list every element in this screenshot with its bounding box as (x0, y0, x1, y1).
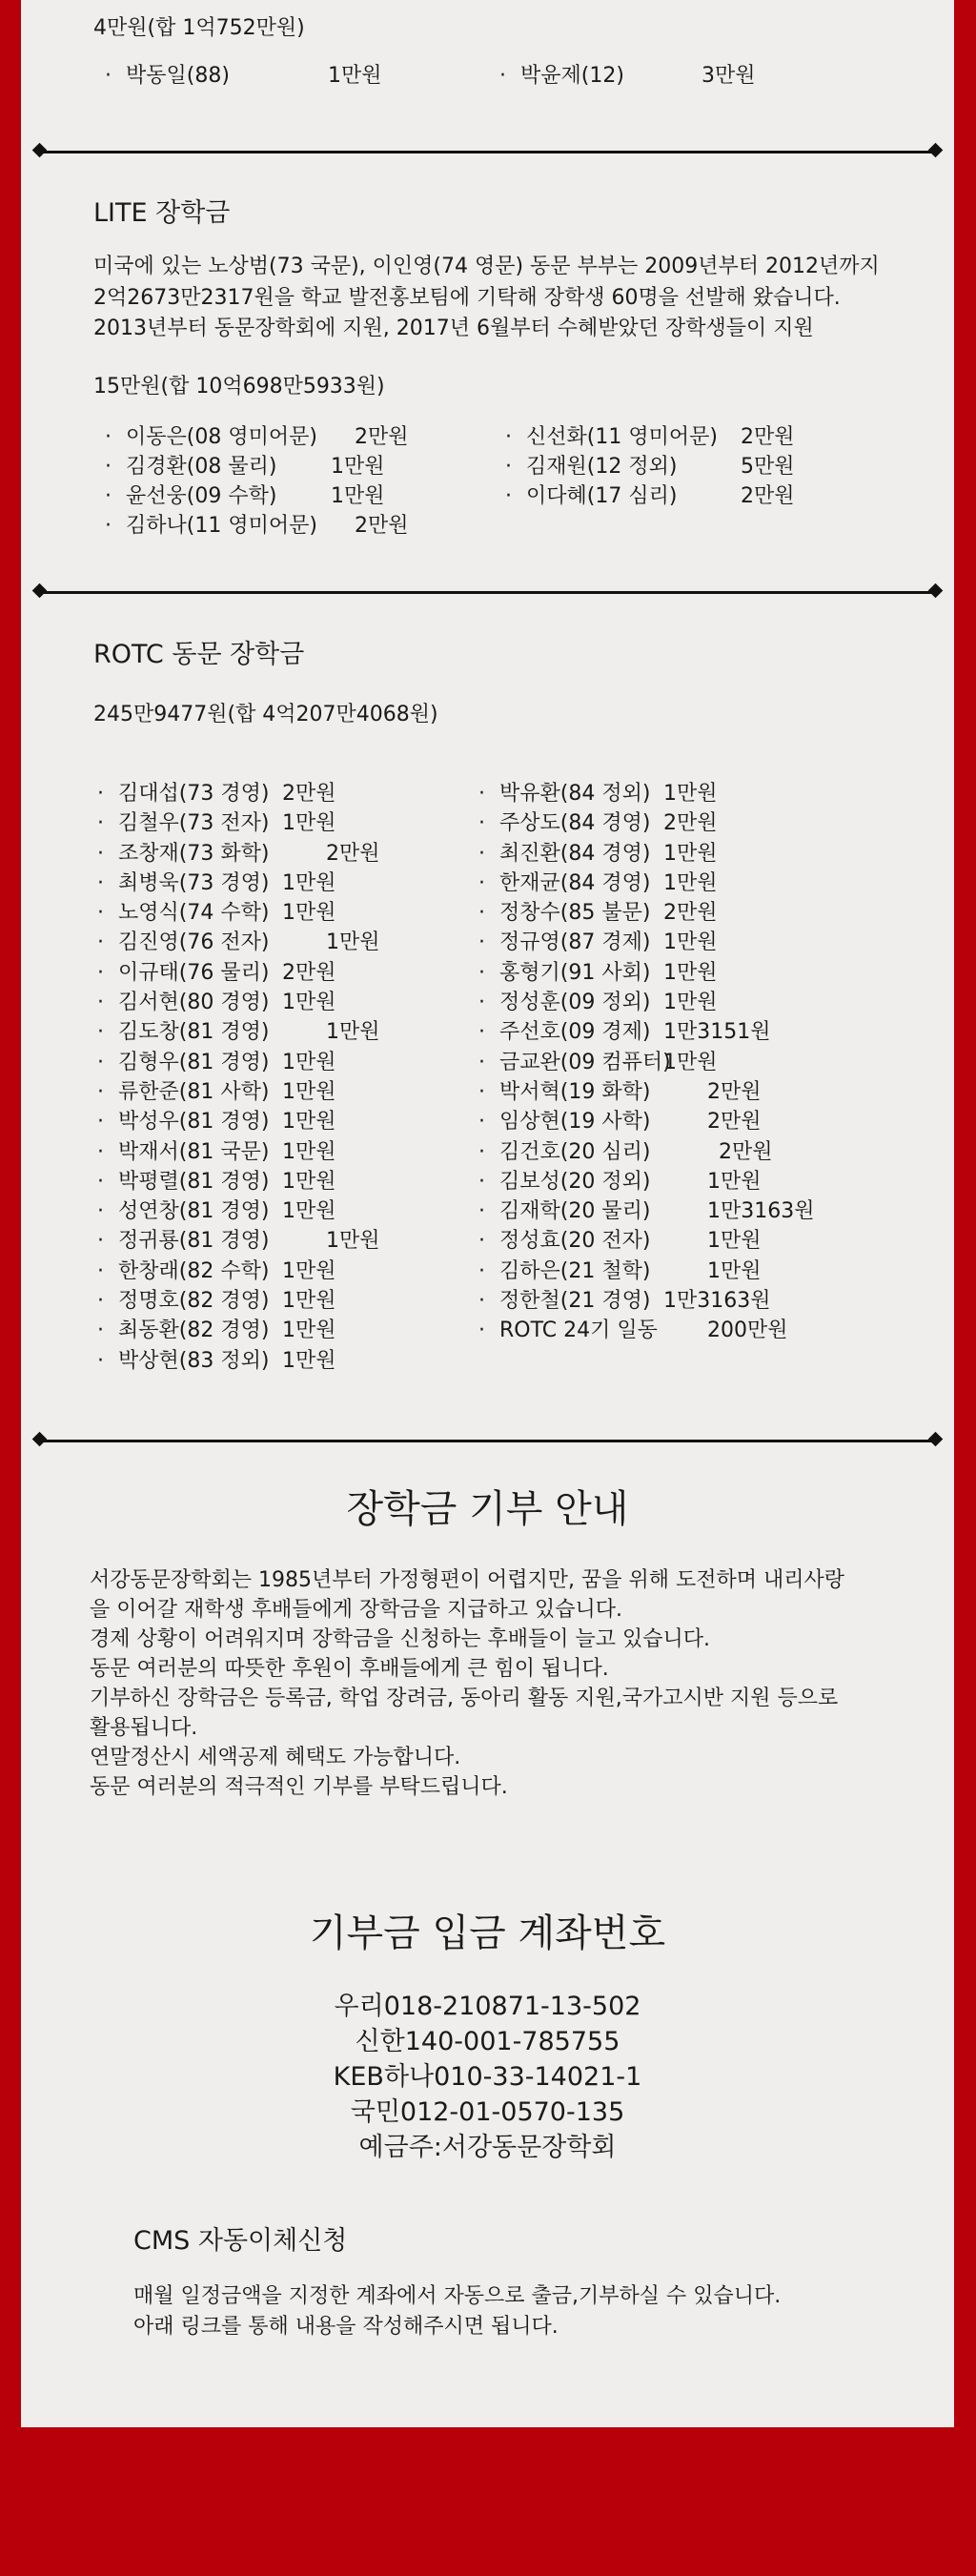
list-item: · 한재균(84 경영) 1만원 (478, 870, 718, 895)
guide-paragraph (90, 1565, 844, 1802)
list-item: · 신선화(11 영미어문) 2만원 (505, 425, 795, 449)
list-item: · 성연창(81 경영) 1만원 (97, 1199, 336, 1224)
list-item: · 정명호(82 경영) 1만원 (97, 1289, 336, 1314)
account-title: 기부금 입금 계좌번호 (309, 1912, 666, 1955)
content-panel (21, 0, 954, 2427)
list-item: · 김하나(11 영미어문) 2만원 (105, 514, 409, 538)
list-item: · 정귀룡(81 경영) 1만원 (97, 1229, 380, 1254)
cms-line: 매월 일정금액을 지정한 계좌에서 자동으로 출금,기부하실 수 있습니다. (133, 2284, 782, 2308)
list-item: · 박성우(81 경영) 1만원 (97, 1110, 336, 1135)
rotc-summary: 245만9477원(합 4억207만4068원) (93, 703, 438, 726)
account-holder: 예금주:서강동문장학회 (358, 2133, 617, 2162)
cms-line: 아래 링크를 통해 내용을 작성해주시면 됩니다. (133, 2315, 559, 2339)
list-item: · 김서현(80 경영) 1만원 (97, 991, 336, 1015)
account-line: KEB하나010-33-14021-1 (333, 2062, 642, 2092)
top-summary: 4만원(합 1억752만원) (93, 16, 305, 40)
rotc-right-list (478, 781, 815, 1348)
list-item: · 김보성(20 정외) 1만원 (478, 1169, 762, 1194)
list-item: · 김하은(21 철학) 1만원 (478, 1258, 762, 1283)
list-item: · 정성훈(09 정외) 1만원 (478, 991, 718, 1015)
guide-line: 기부하신 장학금은 등록금, 학업 장려금, 동아리 활동 지원,국가고시반 지원 등으로 (90, 1687, 839, 1710)
list-item: · 김건호(20 심리) 2만원 (478, 1139, 773, 1164)
list-item: · 한창래(82 수학) 1만원 (97, 1258, 336, 1283)
list-item: · 조창재(73 화학) 2만원 (97, 841, 380, 866)
section-divider (40, 1440, 935, 1442)
section-title-lite: LITE 장학금 (93, 198, 231, 228)
list-item: · 노영식(74 수학) 1만원 (97, 901, 336, 926)
list-item: · 김진영(76 전자) 1만원 (97, 930, 380, 955)
account-line: 우리018-210871-13-502 (334, 1992, 641, 2021)
account-line: 신한140-001-785755 (355, 2027, 620, 2056)
list-item: · 김도창(81 경영) 1만원 (97, 1020, 380, 1045)
guide-line: 서강동문장학회는 1985년부터 가정형편이 어렵지만, 꿈을 위해 도전하며 내리사랑 (90, 1568, 844, 1592)
list-item: · 이동은(08 영미어문) 2만원 (105, 425, 409, 449)
lite-description-line: 미국에 있는 노상범(73 국문), 이인영(74 영문) 동문 부부는 2009년부터 2012년까지 (93, 255, 880, 278)
rotc-left-list (97, 781, 380, 1378)
list-item: · 박동일(88) 1만원 (105, 64, 382, 88)
list-item: · 박서혁(19 화학) 2만원 (478, 1079, 762, 1104)
guide-line: 을 이어갈 재학생 후배들에게 장학금을 지급하고 있습니다. (90, 1598, 623, 1622)
guide-line: 경제 상황이 어려워지며 장학금을 신청하는 후배들이 늘고 있습니다. (90, 1627, 711, 1651)
list-item: · 박재서(81 국문) 1만원 (97, 1139, 336, 1164)
section-title-rotc: ROTC 동문 장학금 (93, 640, 305, 669)
list-item: · 류한준(81 사학) 1만원 (97, 1079, 336, 1104)
list-item: · 박상현(83 정외) 1만원 (97, 1348, 336, 1373)
list-item: · 임상현(19 사학) 2만원 (478, 1110, 762, 1135)
list-item: · 김대섭(73 경영) 2만원 (97, 782, 336, 806)
section-divider (40, 591, 935, 594)
list-item: · 정창수(85 불문) 2만원 (478, 901, 718, 926)
list-item: · 정규영(87 경제) 1만원 (478, 930, 718, 955)
list-item: · 김경환(08 물리) 1만원 (105, 455, 385, 479)
list-item: · 김형우(81 경영) 1만원 (97, 1050, 336, 1074)
cms-title: CMS 자동이체신청 (133, 2226, 348, 2256)
list-item: · 최병욱(73 경영) 1만원 (97, 870, 336, 895)
list-item: · 김재원(12 정외) 5만원 (505, 455, 795, 479)
list-item: · 김재학(20 물리) 1만3163원 (478, 1199, 815, 1224)
list-item: · 박유환(84 정외) 1만원 (478, 782, 718, 806)
account-line: 국민012-01-0570-135 (350, 2097, 625, 2127)
list-item: · 김철우(73 전자) 1만원 (97, 811, 336, 836)
guide-line: 동문 여러분의 따뜻한 후원이 후배들에게 큰 힘이 됩니다. (90, 1657, 609, 1681)
lite-description-line: 2013년부터 동문장학회에 지원, 2017년 6월부터 수혜받았던 장학생들이 지원 (93, 317, 814, 340)
list-item: · 정성효(20 전자) 1만원 (478, 1229, 762, 1254)
list-item: · 금교완(09 컴퓨터)1만원 (478, 1050, 718, 1074)
list-item: · 주상도(84 경영) 2만원 (478, 811, 718, 836)
list-item: · 박윤제(12) 3만원 (499, 64, 756, 88)
lite-summary: 15만원(합 10억698만5933원) (93, 375, 385, 399)
list-item: · 주선호(09 경제) 1만3151원 (478, 1020, 771, 1045)
guide-line: 동문 여러분의 적극적인 기부를 부탁드립니다. (90, 1775, 508, 1799)
list-item: · 홍형기(91 사회) 1만원 (478, 960, 718, 985)
guide-line: 활용됩니다. (90, 1716, 198, 1740)
list-item: · 최동환(82 경영) 1만원 (97, 1319, 336, 1343)
guide-title: 장학금 기부 안내 (346, 1487, 629, 1531)
list-item: · 윤선웅(09 수학) 1만원 (105, 484, 385, 508)
list-item: · 정한철(21 경영) 1만3163원 (478, 1289, 771, 1314)
lite-description-line: 2억2673만2317원을 학교 발전홍보팀에 기탁해 장학생 60명을 선발해 왔습니다. (93, 286, 841, 310)
section-divider (40, 151, 935, 153)
list-item: · 이다혜(17 심리) 2만원 (505, 484, 795, 508)
list-item: · 최진환(84 경영) 1만원 (478, 841, 718, 866)
list-item: · ROTC 24기 일동 200만원 (478, 1319, 788, 1343)
list-item: · 이규태(76 물리) 2만원 (97, 960, 336, 985)
list-item: · 박평렬(81 경영) 1만원 (97, 1169, 336, 1194)
guide-line: 연말정산시 세액공제 혜택도 가능합니다. (90, 1746, 461, 1769)
